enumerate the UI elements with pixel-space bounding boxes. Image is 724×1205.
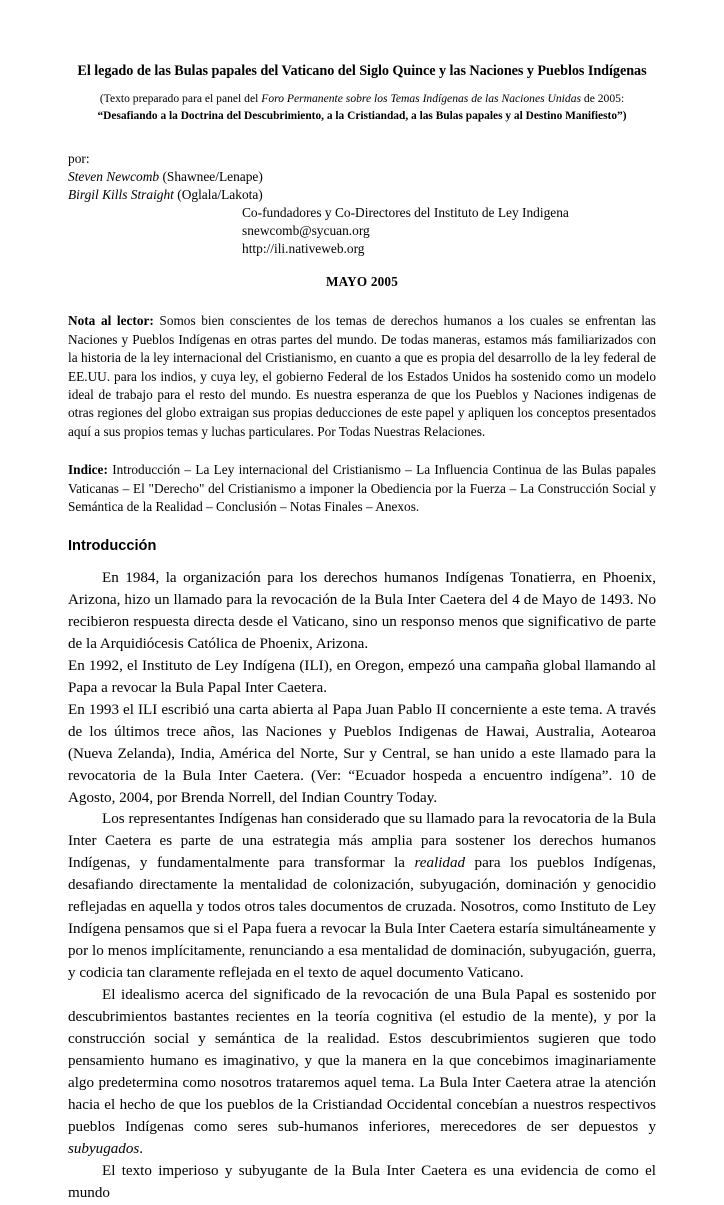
author-2-affiliation: (Oglala/Lakota) xyxy=(173,187,263,202)
author-1-name: Steven Newcomb xyxy=(68,169,160,185)
document-subtitle xyxy=(68,91,656,124)
section-heading-introduccion: Introducción xyxy=(68,537,157,554)
body-paragraph xyxy=(68,656,656,700)
author-1-affiliation: (Shawnee/Lenape) xyxy=(159,169,263,185)
paragraph-text: El texto imperioso y subyugante de la Bula Inter Caetera es una evidencia de como el mundo xyxy=(68,1162,656,1201)
body-paragraph xyxy=(68,568,656,656)
body-paragraph xyxy=(68,1161,656,1205)
document-date: MAYO 2005 xyxy=(325,274,398,290)
paragraph-text: El idealismo acerca del significado de la revocación de una Bula Papal es sostenido por descubrimientos bastantes recientes en la teoría cognitiva (el estudio de la mente), y por la construcción social y semántica de la realidad. Estos descubrimientos sugieren que todo pensamiento humano es imaginativo, y que la manera en la que concebimos imaginariamente algo predetermina como nosotros trataremos aquel tema. La Bula Inter Caetera atrae la atención hacia el hecho de que los pueblos de la Cristiandad Occidental concebían a nuestros respectivos pueblos Indígenas como seres sub-humanos inferiores, merecedores de ser depuestos y xyxy=(68,987,656,1135)
emphasis-text: subyugados xyxy=(68,1140,140,1157)
document-content xyxy=(68,62,656,1205)
reader-note xyxy=(68,312,656,441)
reader-note-text: Somos bien conscientes de los temas de derechos humanos a los cuales se enfrentan las Naciones y Pueblos Indígenas en otras partes del mundo. De todas maneras, estamos más familiarizados con la historia de la ley internacional del Cristianismo, en cuanto a que es propia del desarrollo de la ley federal de EE.UU. para los indios, y cuya ley, el gobierno Federal de los Estados Unidos ha sostenido como un modelo ideal de trabajo para el resto del mundo. Es nuestra esperanza de que los Pueblos y Naciones indigenas de otras regiones del globo extraigan sus propias deducciones de este papel y apliquen los conceptos presentados aquí a sus propios temas y luchas particulares. Por Todas Nuestras Relaciones. xyxy=(68,313,656,439)
contact-website[interactable]: http://ili.nativeweb.org xyxy=(242,240,365,256)
body-text xyxy=(68,568,656,1205)
paragraph-text: En 1984, la organización para los derechos humanos Indígenas Tonatierra, en Phoenix, Arizona, hizo un llamado para la revocación de la Bula Inter Caetera del 4 de Mayo de 1493. No recibieron respuesta directa desde el Vaticano, sino un responso menos que significativo de parte de la Arquidiócesis Católica de Phoenix, Arizona. xyxy=(68,570,656,652)
subtitle-line-1 xyxy=(68,91,656,107)
subtitle-line-2: “Desafiando a la Doctrina del Descubrimiento, a la Cristiandad, a las Bulas papales y al Destino Manifiesto”) xyxy=(97,109,627,122)
author-2 xyxy=(68,186,656,204)
index-label: Indice: xyxy=(68,462,108,478)
contact-block xyxy=(242,204,656,257)
body-paragraph xyxy=(68,985,656,1161)
subtitle-italic-source: Foro Permanente sobre los Temas Indígenas de las Naciones Unidas xyxy=(261,92,582,106)
page-title: El legado de las Bulas papales del Vaticano del Siglo Quince y las Naciones y Pueblos Indígenas xyxy=(77,63,647,79)
contact-email[interactable]: snewcomb@sycuan.org xyxy=(242,222,370,238)
emphasis-text: realidad xyxy=(414,855,466,872)
body-paragraph xyxy=(68,700,656,810)
paragraph-text: . xyxy=(139,1140,144,1157)
body-paragraph xyxy=(68,809,656,985)
table-of-contents xyxy=(68,461,656,516)
subtitle-suffix: de 2005: xyxy=(581,92,625,106)
author-2-name: Birgil Kills Straight xyxy=(68,187,174,202)
contact-role: Co-fundadores y Co-Directores del Instituto de Ley Indigena xyxy=(242,204,569,220)
byline-label: por: xyxy=(68,151,90,167)
subtitle-prefix: (Texto preparado para el panel del xyxy=(99,92,262,106)
author-1 xyxy=(68,168,656,186)
paragraph-text: En 1992, el Instituto de Ley Indígena (ILI), en Oregon, empezó una campaña global llamando al Papa a revocar la Bula Papal Inter Caetera. xyxy=(68,657,656,696)
reader-note-label: Nota al lector: xyxy=(68,313,154,329)
index-text: Introducción – La Ley internacional del Cristianismo – La Influencia Continua de las Bulas papales Vaticanas – El "Derecho" del Cristianismo a imponer la Obediencia por la Fuerza – La Construcción Social y Semántica de la Realidad – Conclusión – Notas Finales – Anexos. xyxy=(68,462,656,515)
byline-block xyxy=(68,150,656,204)
paragraph-text: Los representantes Indígenas han considerado que su llamado para la revocatoria de la Bula Inter Caetera es parte de una estrategia más amplia para sostener los derechos humanos Indígenas, y fundamentalmente para transformar la xyxy=(68,811,656,872)
paragraph-text: En 1993 el ILI escribió una carta abierta al Papa Juan Pablo II concerniente a este tema. A través de los últimos trece años, las Naciones y Pueblos Indigenas de Hawai, Australia, Aotearoa (Nueva Zelanda), India, América del Norte, Sur y Central, se han unido a este llamado para la revocatoria de la Bula Inter Caetera. (Ver: “Ecuador hospeda a encuentro indígena”. 10 de Agosto, 2004, por Brenda Norrell, del Indian Country Today. xyxy=(68,701,656,806)
paragraph-text: para los pueblos Indígenas, desafiando directamente la mentalidad de colonización, subyugación, dominación y genocidio reflejadas en aquella y todos otros tales documentos de cruzada. Nosotros, como Instituto de Ley Indígena pensamos que si el Papa fuera a revocar la Bula Inter Caetera estaría simultáneamente y por lo menos implícitamente, renunciando a esa mentalidad de dominación, subyugación, guerra, y codicia tan claramente reflejada en el texto de aquel documento Vaticano. xyxy=(68,855,656,982)
